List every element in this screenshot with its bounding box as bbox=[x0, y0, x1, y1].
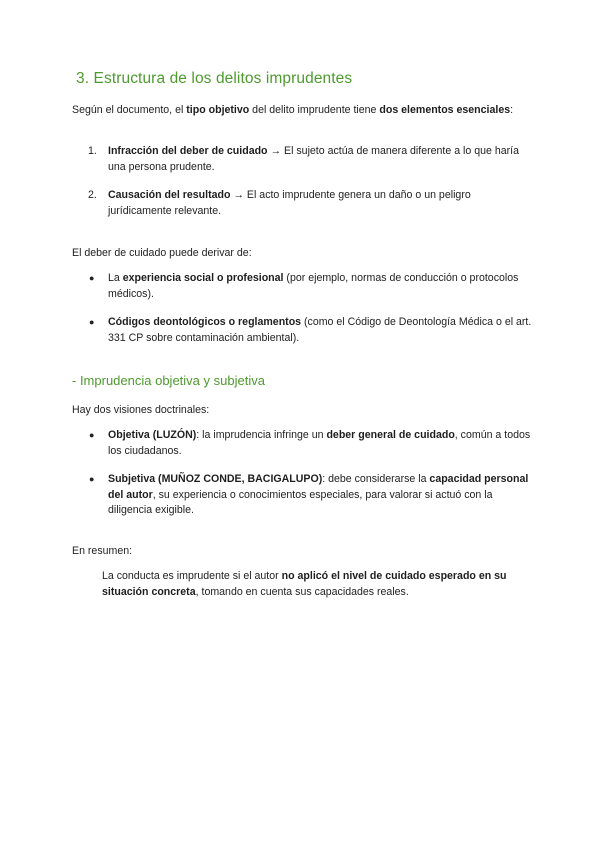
intro-bold-1: tipo objetivo bbox=[186, 104, 250, 116]
item-text: → El acto imprudente genera un daño o un peligro jurídicamente relevante. bbox=[108, 189, 471, 217]
item-bold: experiencia social o profesional bbox=[122, 272, 284, 284]
item-text-2: , común a todos los ciudadanos. bbox=[108, 429, 531, 457]
item-bold: Subjetiva (MUÑOZ CONDE, BACIGALUPO) bbox=[108, 473, 323, 485]
summary-bold: no aplicó el nivel de cuidado esperado en su situación concreta bbox=[102, 570, 507, 598]
bullet-icon: ● bbox=[89, 430, 95, 440]
intro-text-2: del delito imprudente tiene bbox=[249, 104, 380, 116]
views-list bbox=[72, 428, 532, 519]
intro-text-1: Según el documento, el bbox=[72, 104, 187, 116]
item-text: (como el Código de Deontología Médica o el art. 331 CP sobre contaminación ambiental). bbox=[108, 316, 532, 344]
item-bold: Objetiva (LUZÓN) bbox=[108, 429, 197, 441]
intro-text-3: : bbox=[510, 104, 514, 116]
duty-intro: El deber de cuidado puede derivar de: bbox=[72, 247, 252, 259]
elements-list bbox=[72, 144, 532, 219]
item-number: 1. bbox=[88, 145, 97, 157]
summary-label: En resumen: bbox=[72, 545, 133, 557]
summary-text-2: , tomando en cuenta sus capacidades reales. bbox=[195, 585, 409, 598]
item-bold-2: deber general de cuidado bbox=[326, 429, 455, 441]
item-text: (por ejemplo, normas de conducción o protocolos médicos). bbox=[108, 272, 519, 300]
bullet-icon: ● bbox=[89, 317, 95, 327]
list-item bbox=[72, 428, 532, 459]
list-item bbox=[72, 188, 532, 219]
list-item bbox=[72, 472, 532, 519]
item-text: : la imprudencia infringe un bbox=[196, 429, 327, 441]
intro-bold-2: dos elementos esenciales bbox=[379, 104, 511, 116]
list-item bbox=[72, 144, 532, 175]
bullet-icon: ● bbox=[89, 474, 95, 484]
item-number: 2. bbox=[88, 189, 97, 201]
views-intro: Hay dos visiones doctrinales: bbox=[72, 404, 210, 416]
item-bold: Infracción del deber de cuidado bbox=[108, 145, 268, 157]
item-pre: La bbox=[108, 272, 123, 284]
bullet-icon: ● bbox=[89, 273, 95, 283]
subsection-title: - Imprudencia objetiva y subjetiva bbox=[72, 373, 265, 388]
intro-paragraph bbox=[72, 103, 532, 119]
summary-quote bbox=[102, 569, 512, 600]
list-item bbox=[72, 271, 532, 302]
duty-sources-list bbox=[72, 271, 532, 346]
item-bold: Causación del resultado bbox=[108, 189, 231, 201]
section-title: 3. Estructura de los delitos imprudentes bbox=[76, 70, 353, 87]
item-text-2: , su experiencia o conocimientos especiales, para valorar si actuó con la diligencia exigible. bbox=[108, 488, 493, 516]
item-text: → El sujeto actúa de manera diferente a lo que haría una persona prudente. bbox=[108, 145, 519, 173]
item-bold: Códigos deontológicos o reglamentos bbox=[108, 316, 302, 328]
summary-text-1: La conducta es imprudente si el autor bbox=[102, 570, 282, 582]
list-item bbox=[72, 315, 532, 346]
item-text: : debe considerarse la bbox=[322, 473, 430, 485]
item-bold-2: capacidad personal del autor bbox=[108, 473, 529, 501]
